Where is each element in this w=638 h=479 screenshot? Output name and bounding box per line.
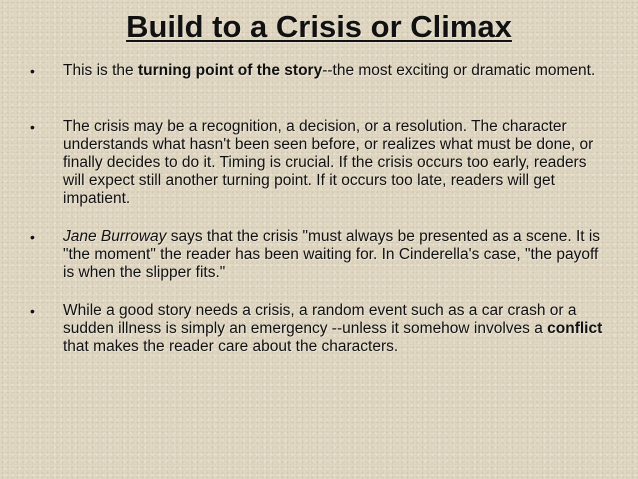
bullet-marker: • <box>30 63 35 79</box>
bullet-text-bold: conflict <box>547 320 603 337</box>
bullet-text-post: that makes the reader care about the characters. <box>63 338 399 355</box>
bullet-text-pre: While a good story needs a crisis, a random event such as a car crash or a sudden illness is simply an emergency --unless it somehow involves a <box>63 302 577 337</box>
bullet-text-post: --the most exciting or dramatic moment. <box>322 62 596 79</box>
bullet-text-pre: This is the <box>63 62 138 79</box>
bullet-item-burroway-quote <box>30 228 610 282</box>
bullet-item-turning-point <box>30 62 610 98</box>
slide-title: Build to a Crisis or Climax <box>126 9 512 44</box>
bullet-marker: • <box>30 119 35 135</box>
bullet-text-italic: Jane Burroway <box>63 228 167 245</box>
bullet-marker: • <box>30 303 35 319</box>
bullet-item-emergency-vs-conflict <box>30 302 610 374</box>
bullet-text-post: says that the crisis "must always be presented as a scene. It is "the moment" the reader has been waiting for. In Cinderella's case, "the payoff is when the slipper fits." <box>63 228 601 281</box>
bullet-item-crisis-types <box>30 118 610 208</box>
bullet-text-bold: turning point of the story <box>137 62 323 79</box>
bullet-text: The crisis may be a recognition, a decision, or a resolution. The character understands what hasn't been seen before, or realizes what must be done, or finally decides to do it. Timing is crucial. If the crisis occurs too early, readers will expect still another turning point. If it occurs too late, readers will get impatient. <box>63 118 594 207</box>
bullet-list <box>30 62 610 374</box>
bullet-marker: • <box>30 229 35 245</box>
